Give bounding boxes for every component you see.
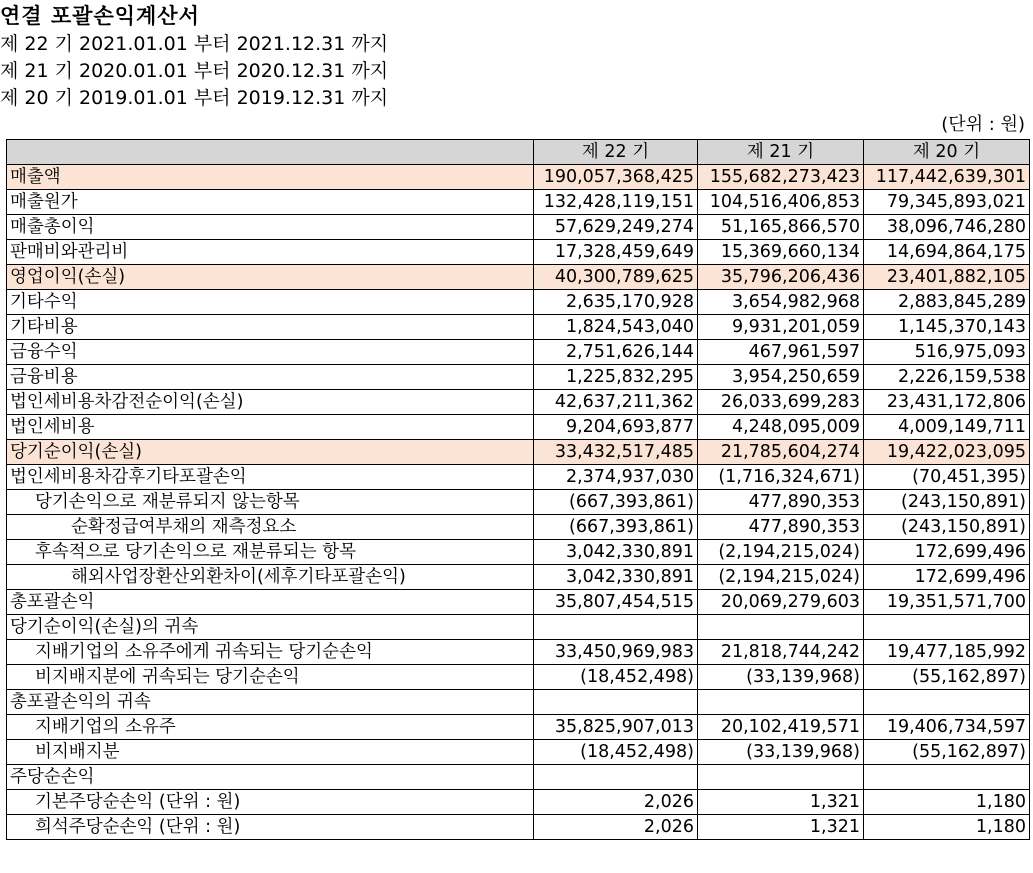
account-label-cell: 매출액 (7, 165, 534, 190)
account-label-cell: 영업이익(손실) (7, 265, 534, 290)
value-period-20-cell: (70,451,395) (864, 465, 1030, 490)
value-period-21-cell (698, 765, 864, 790)
value-period-21-cell: 4,248,095,009 (698, 415, 864, 440)
account-label-cell: 기타수익 (7, 290, 534, 315)
value-period-21-cell: 35,796,206,436 (698, 265, 864, 290)
table-row (7, 515, 1030, 540)
value-period-20-cell: 19,477,185,992 (864, 640, 1030, 665)
account-label-cell: 법인세비용차감후기타포괄손익 (7, 465, 534, 490)
table-row (7, 690, 1030, 715)
account-label-cell: 법인세비용 (7, 415, 534, 440)
value-period-22-cell: 2,026 (534, 815, 698, 840)
table-row (7, 815, 1030, 840)
value-period-21-cell: 9,931,201,059 (698, 315, 864, 340)
table-row (7, 565, 1030, 590)
value-period-22-cell: (667,393,861) (534, 490, 698, 515)
value-period-22-cell (534, 615, 698, 640)
value-period-21-cell: 21,785,604,274 (698, 440, 864, 465)
account-label-cell: 기타비용 (7, 315, 534, 340)
value-period-20-cell: 2,883,845,289 (864, 290, 1030, 315)
value-period-22-cell: 132,428,119,151 (534, 190, 698, 215)
value-period-21-cell: 3,654,982,968 (698, 290, 864, 315)
value-period-20-cell: (55,162,897) (864, 665, 1030, 690)
table-row (7, 240, 1030, 265)
value-period-20-cell: 1,145,370,143 (864, 315, 1030, 340)
value-period-22-cell: 35,825,907,013 (534, 715, 698, 740)
table-row (7, 215, 1030, 240)
value-period-20-cell: 38,096,746,280 (864, 215, 1030, 240)
value-period-21-cell: (33,139,968) (698, 740, 864, 765)
value-period-20-cell: 117,442,639,301 (864, 165, 1030, 190)
table-row (7, 165, 1030, 190)
table-row (7, 315, 1030, 340)
table-row (7, 765, 1030, 790)
value-period-20-cell: 79,345,893,021 (864, 190, 1030, 215)
table-row (7, 440, 1030, 465)
period-line-21: 제 21 기 2020.01.01 부터 2020.12.31 까지 (0, 60, 389, 82)
value-period-20-cell: 14,694,864,175 (864, 240, 1030, 265)
value-period-21-cell (698, 615, 864, 640)
table-row (7, 715, 1030, 740)
value-period-21-cell: (2,194,215,024) (698, 540, 864, 565)
value-period-21-cell: 3,954,250,659 (698, 365, 864, 390)
value-period-21-cell (698, 690, 864, 715)
value-period-22-cell: 42,637,211,362 (534, 390, 698, 415)
value-period-22-cell: 35,807,454,515 (534, 590, 698, 615)
value-period-22-cell: 3,042,330,891 (534, 540, 698, 565)
table-row (7, 340, 1030, 365)
table-row (7, 415, 1030, 440)
table-row (7, 190, 1030, 215)
value-period-21-cell: 21,818,744,242 (698, 640, 864, 665)
table-row (7, 365, 1030, 390)
value-period-22-cell: (667,393,861) (534, 515, 698, 540)
value-period-22-cell: 2,374,937,030 (534, 465, 698, 490)
account-label-cell: 매출원가 (7, 190, 534, 215)
account-label-cell: 해외사업장환산외환차이(세후기타포괄손익) (7, 565, 534, 590)
value-period-21-cell: 20,102,419,571 (698, 715, 864, 740)
table-row (7, 790, 1030, 815)
account-label-cell: 비지배지분 (7, 740, 534, 765)
value-period-21-cell: 1,321 (698, 815, 864, 840)
account-label-cell: 금융수익 (7, 340, 534, 365)
account-label-cell: 총포괄손익의 귀속 (7, 690, 534, 715)
value-period-21-cell: 26,033,699,283 (698, 390, 864, 415)
value-period-21-cell: 15,369,660,134 (698, 240, 864, 265)
value-period-22-cell: 190,057,368,425 (534, 165, 698, 190)
value-period-22-cell: 2,751,626,144 (534, 340, 698, 365)
value-period-22-cell (534, 690, 698, 715)
value-period-20-cell: (55,162,897) (864, 740, 1030, 765)
value-period-20-cell (864, 765, 1030, 790)
value-period-20-cell (864, 615, 1030, 640)
account-label-cell: 지배기업의 소유주 (7, 715, 534, 740)
table-row (7, 465, 1030, 490)
table-row (7, 665, 1030, 690)
value-period-22-cell (534, 765, 698, 790)
value-period-20-cell: 23,431,172,806 (864, 390, 1030, 415)
value-period-20-cell: 4,009,149,711 (864, 415, 1030, 440)
header-account (7, 140, 534, 165)
value-period-22-cell: 40,300,789,625 (534, 265, 698, 290)
value-period-20-cell (864, 690, 1030, 715)
table-row (7, 540, 1030, 565)
value-period-21-cell: 1,321 (698, 790, 864, 815)
value-period-21-cell: (2,194,215,024) (698, 565, 864, 590)
period-line-20: 제 20 기 2019.01.01 부터 2019.12.31 까지 (0, 87, 389, 109)
table-row (7, 615, 1030, 640)
value-period-21-cell: 155,682,273,423 (698, 165, 864, 190)
value-period-20-cell: 19,406,734,597 (864, 715, 1030, 740)
header-period-21: 제 21 기 (698, 140, 864, 165)
unit-label: (단위 : 원) (941, 114, 1025, 135)
account-label-cell: 총포괄손익 (7, 590, 534, 615)
value-period-22-cell: 57,629,249,274 (534, 215, 698, 240)
value-period-21-cell: 104,516,406,853 (698, 190, 864, 215)
value-period-20-cell: 19,422,023,095 (864, 440, 1030, 465)
account-label-cell: 당기순이익(손실)의 귀속 (7, 615, 534, 640)
header-period-20: 제 20 기 (864, 140, 1030, 165)
account-label-cell: 후속적으로 당기손익으로 재분류되는 항목 (7, 540, 534, 565)
value-period-22-cell: 17,328,459,649 (534, 240, 698, 265)
value-period-22-cell: 33,450,969,983 (534, 640, 698, 665)
income-statement-table (6, 139, 1030, 840)
value-period-20-cell: 172,699,496 (864, 565, 1030, 590)
value-period-22-cell: 9,204,693,877 (534, 415, 698, 440)
statement-title: 연결 포괄손익계산서 (0, 4, 200, 28)
table-row (7, 590, 1030, 615)
value-period-22-cell: (18,452,498) (534, 740, 698, 765)
value-period-22-cell: 33,432,517,485 (534, 440, 698, 465)
value-period-21-cell: 477,890,353 (698, 490, 864, 515)
value-period-20-cell: (243,150,891) (864, 515, 1030, 540)
account-label-cell: 주당순손익 (7, 765, 534, 790)
table-row (7, 740, 1030, 765)
header-period-22: 제 22 기 (534, 140, 698, 165)
account-label-cell: 매출총이익 (7, 215, 534, 240)
value-period-20-cell: 2,226,159,538 (864, 365, 1030, 390)
value-period-20-cell: 1,180 (864, 815, 1030, 840)
table-row (7, 265, 1030, 290)
account-label-cell: 법인세비용차감전순이익(손실) (7, 390, 534, 415)
value-period-20-cell: 19,351,571,700 (864, 590, 1030, 615)
account-label-cell: 지배기업의 소유주에게 귀속되는 당기순손익 (7, 640, 534, 665)
account-label-cell: 당기손익으로 재분류되지 않는항목 (7, 490, 534, 515)
value-period-22-cell: 1,225,832,295 (534, 365, 698, 390)
table-row (7, 290, 1030, 315)
table-row (7, 490, 1030, 515)
value-period-22-cell: 1,824,543,040 (534, 315, 698, 340)
value-period-21-cell: 477,890,353 (698, 515, 864, 540)
account-label-cell: 금융비용 (7, 365, 534, 390)
value-period-21-cell: 20,069,279,603 (698, 590, 864, 615)
value-period-20-cell: 1,180 (864, 790, 1030, 815)
value-period-22-cell: 3,042,330,891 (534, 565, 698, 590)
value-period-20-cell: (243,150,891) (864, 490, 1030, 515)
account-label-cell: 기본주당순손익 (단위 : 원) (7, 790, 534, 815)
header-row (7, 140, 1030, 165)
value-period-22-cell: (18,452,498) (534, 665, 698, 690)
account-label-cell: 순확정급여부채의 재측정요소 (7, 515, 534, 540)
value-period-20-cell: 23,401,882,105 (864, 265, 1030, 290)
value-period-21-cell: 467,961,597 (698, 340, 864, 365)
value-period-22-cell: 2,026 (534, 790, 698, 815)
account-label-cell: 비지배지분에 귀속되는 당기순손익 (7, 665, 534, 690)
account-label-cell: 당기순이익(손실) (7, 440, 534, 465)
table-row (7, 640, 1030, 665)
table-row (7, 390, 1030, 415)
account-label-cell: 판매비와관리비 (7, 240, 534, 265)
value-period-21-cell: (33,139,968) (698, 665, 864, 690)
account-label-cell: 희석주당순손익 (단위 : 원) (7, 815, 534, 840)
value-period-22-cell: 2,635,170,928 (534, 290, 698, 315)
value-period-21-cell: (1,716,324,671) (698, 465, 864, 490)
value-period-20-cell: 516,975,093 (864, 340, 1030, 365)
value-period-20-cell: 172,699,496 (864, 540, 1030, 565)
period-line-22: 제 22 기 2021.01.01 부터 2021.12.31 까지 (0, 33, 389, 55)
value-period-21-cell: 51,165,866,570 (698, 215, 864, 240)
